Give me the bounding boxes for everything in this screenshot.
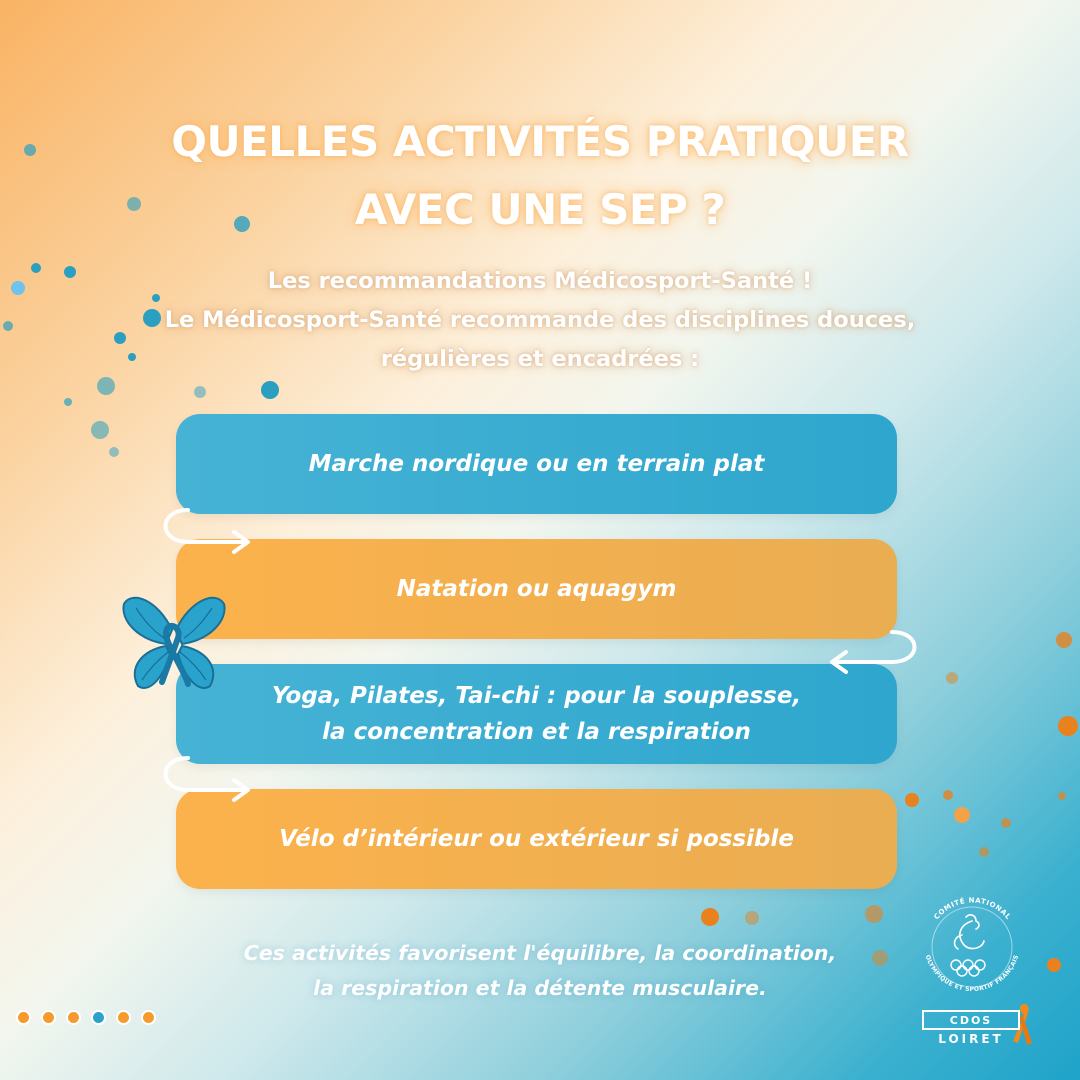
activity-step-4 bbox=[176, 789, 897, 889]
page-dot[interactable] bbox=[16, 1010, 31, 1025]
page-dot[interactable] bbox=[41, 1010, 56, 1025]
activity-step-4-label: Vélo d’intérieur ou extérieur si possible bbox=[279, 826, 794, 852]
subtitle-line-2: Le Médicosport-Santé recommande des disciplines douces, bbox=[164, 307, 916, 333]
activity-step-3-label: Yoga, Pilates, Tai-chi : pour la souplesse, la concentration et la respiration bbox=[271, 683, 802, 745]
subtitle bbox=[0, 262, 1080, 379]
title-line-1: QUELLES ACTIVITÉS PRATIQUER bbox=[171, 117, 909, 166]
page-dot[interactable] bbox=[141, 1010, 156, 1025]
loop-arrow-icon bbox=[150, 500, 270, 560]
footer-line-1: Ces activités favorisent l'équilibre, la coordination, bbox=[243, 941, 837, 965]
title-line-2: AVEC UNE SEP ? bbox=[354, 185, 726, 234]
cdos-logo bbox=[910, 895, 1035, 1055]
page-dot[interactable] bbox=[116, 1010, 131, 1025]
subtitle-line-1: Les recommandations Médicosport-Santé ! bbox=[267, 268, 813, 294]
activity-step-3 bbox=[176, 664, 897, 764]
page-dot[interactable] bbox=[66, 1010, 81, 1025]
loop-arrow-icon bbox=[810, 624, 930, 684]
cdos-label: CDOS bbox=[922, 1010, 1020, 1030]
activity-step-1 bbox=[176, 414, 897, 514]
activity-step-1-label: Marche nordique ou en terrain plat bbox=[308, 451, 765, 477]
pagination-dots bbox=[16, 1010, 156, 1025]
footer-line-2: la respiration et la détente musculaire. bbox=[313, 976, 767, 1000]
olympic-rings-icon bbox=[951, 960, 985, 976]
page-dot-active[interactable] bbox=[91, 1010, 106, 1025]
loop-arrow-icon bbox=[150, 750, 270, 810]
rooster-icon bbox=[955, 915, 984, 949]
logo-ring-bottom: OLYMPIQUE ET SPORTIF FRANÇAIS bbox=[923, 954, 1021, 994]
activity-step-2-label: Natation ou aquagym bbox=[396, 576, 677, 602]
loiret-label: LOIRET bbox=[938, 1032, 1004, 1046]
activity-step-2 bbox=[176, 539, 897, 639]
awareness-ribbon-butterfly-icon bbox=[118, 590, 230, 698]
page-title bbox=[0, 108, 1080, 244]
logo-ring-top: COMITÉ NATIONAL bbox=[932, 896, 1013, 922]
svg-text:OLYMPIQUE ET SPORTIF FRANÇAIS bbox=[924, 954, 1021, 993]
subtitle-line-3: régulières et encadrées : bbox=[380, 346, 700, 372]
